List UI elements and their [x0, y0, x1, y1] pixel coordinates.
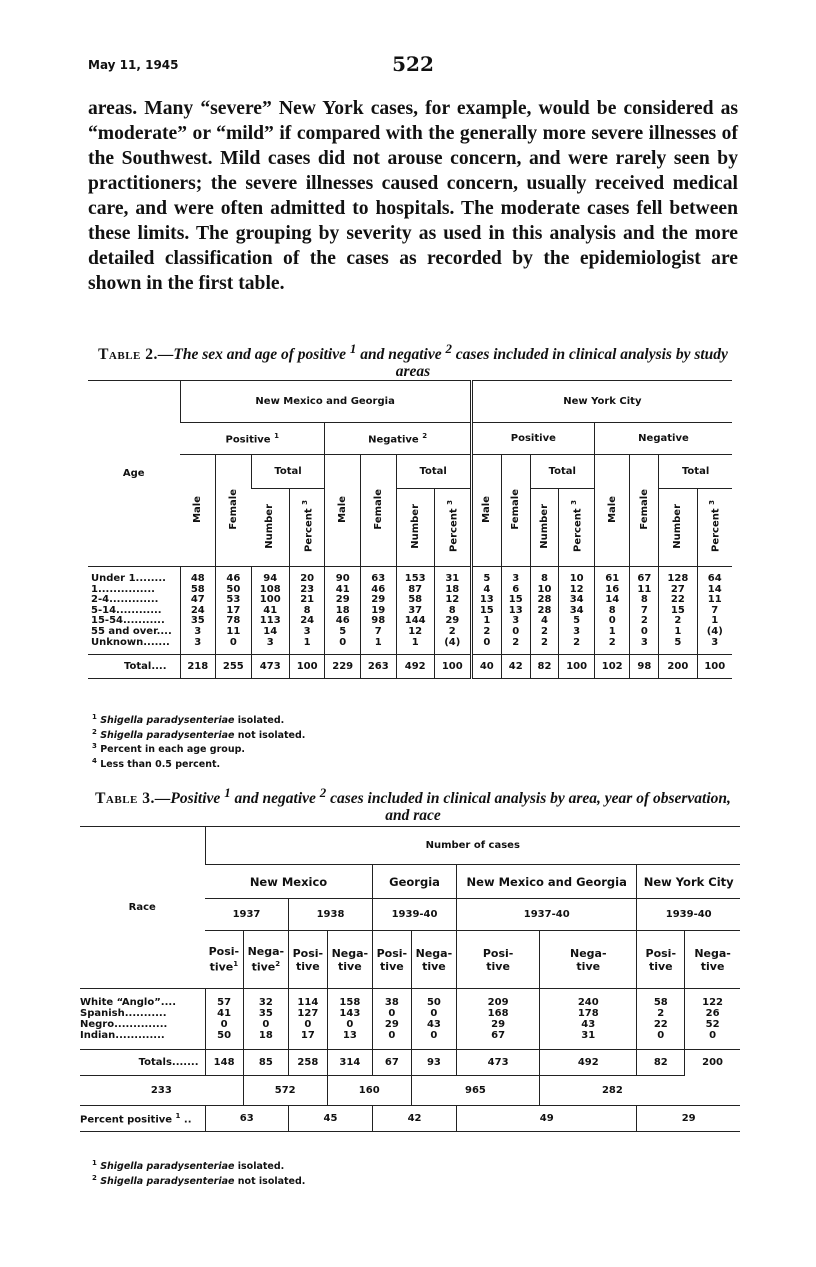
combined-total-cell: 160 [327, 1076, 411, 1106]
totals-label: Totals....... [80, 1050, 205, 1076]
table-cell: 20 [289, 567, 325, 585]
table-cell: 35 [180, 616, 216, 627]
footnote: $^1$ Shigella paradysenteriae isolated. [92, 1159, 285, 1173]
table-cell: 3 [501, 616, 530, 627]
table-cell: 6 [501, 585, 530, 596]
table-row [88, 627, 732, 638]
combined-total-cell: 233 [80, 1076, 243, 1106]
col-percent: Percent $^3$ [434, 489, 471, 567]
col-negative: Nega- tive$^2$ [243, 931, 288, 989]
table-cell: 7 [630, 606, 659, 617]
table-cell: 18 [243, 1030, 288, 1050]
age-cell: 1............... [91, 583, 155, 595]
footnote: $^3$ Percent in each age group. [92, 742, 245, 756]
table-cell: 58 [637, 989, 685, 1009]
table-cell: (4) [697, 627, 732, 638]
table-cell: 46 [216, 567, 252, 585]
table-cell: 23 [289, 585, 325, 596]
table-cell: 2 [637, 1008, 685, 1019]
table-cell: 35 [243, 1008, 288, 1019]
race-header: Race [80, 827, 205, 989]
table-cell: 58 [180, 585, 216, 596]
table-cell: 0 [471, 638, 501, 655]
total-cell: 148 [205, 1050, 243, 1076]
area-georgia: Georgia [373, 865, 457, 899]
table-cell: 48 [180, 567, 216, 585]
table-cell: 90 [325, 567, 361, 585]
race-cell: Spanish........... [80, 1008, 167, 1019]
table-cell: 18 [325, 606, 361, 617]
table-cell: 29 [434, 616, 471, 627]
total-cell: 200 [685, 1050, 740, 1076]
table-cell: 8 [630, 595, 659, 606]
table-row [80, 989, 740, 1009]
total-cell: 102 [594, 655, 630, 679]
total-cell: 314 [327, 1050, 372, 1076]
table3-percent-row [80, 1106, 740, 1132]
table-cell: 1 [289, 638, 325, 655]
table-cell: 1 [396, 638, 434, 655]
table-cell: 122 [685, 989, 740, 1009]
table-cell: 5 [471, 567, 501, 585]
table-row [80, 1030, 740, 1050]
table-cell: 34 [559, 595, 595, 606]
col-positive: Posi- tive [637, 931, 685, 989]
table-cell: 2 [434, 627, 471, 638]
table-cell: 15 [471, 606, 501, 617]
table-cell: 8 [289, 606, 325, 617]
col-total: Total [251, 455, 325, 489]
col-female: Female [630, 455, 659, 567]
table-cell: 15 [659, 606, 697, 617]
table-cell: 143 [327, 1008, 372, 1019]
table-cell: 0 [325, 638, 361, 655]
table-row [80, 1008, 740, 1019]
col-positive: Posi- tive [288, 931, 327, 989]
total-cell: 263 [360, 655, 396, 679]
col-male: Male [594, 455, 630, 567]
table-cell: 113 [251, 616, 289, 627]
footnote: $^2$ Shigella paradysenteriae not isolated. [92, 727, 306, 741]
table-row [88, 638, 732, 655]
table-cell: 2 [594, 638, 630, 655]
table-cell: 41 [205, 1008, 243, 1019]
table-cell: 1 [471, 616, 501, 627]
table-cell: 28 [530, 595, 559, 606]
year-header: 1937 [205, 899, 288, 931]
table-row [88, 567, 732, 585]
total-cell: 93 [411, 1050, 456, 1076]
table-cell: 0 [373, 1030, 412, 1050]
table-cell: 22 [659, 595, 697, 606]
table-cell: 0 [411, 1030, 456, 1050]
table-cell: 5 [559, 616, 595, 627]
total-cell: 492 [396, 655, 434, 679]
col-percent: Percent $^3$ [289, 489, 325, 567]
footnote: $^4$ Less than 0.5 percent. [92, 756, 221, 771]
total-cell: 100 [289, 655, 325, 679]
race-cell: Indian............. [80, 1030, 165, 1041]
table-cell: 12 [396, 627, 434, 638]
col-male: Male [180, 455, 216, 567]
table-cell: 0 [243, 1019, 288, 1030]
table-cell: 12 [434, 595, 471, 606]
publication-date: May 11, 1945 [88, 58, 179, 72]
table3-combined-totals-row [80, 1076, 740, 1106]
table2 [88, 380, 732, 679]
page-number: 522 [392, 52, 434, 76]
table-cell: 34 [559, 606, 595, 617]
table-cell: 2 [471, 627, 501, 638]
table-cell: 26 [685, 1008, 740, 1019]
total-cell: 200 [659, 655, 697, 679]
age-cell: 2-4............. [91, 594, 159, 606]
table-cell: 50 [411, 989, 456, 1009]
table-cell: 0 [205, 1019, 243, 1030]
table-cell: 128 [659, 567, 697, 585]
table-cell: (4) [434, 638, 471, 655]
table-cell: 0 [216, 638, 252, 655]
table-cell: 24 [289, 616, 325, 627]
area1-negative-header: Negative $^2$ [325, 423, 471, 455]
table-cell: 10 [559, 567, 595, 585]
table-cell: 3 [289, 627, 325, 638]
table-cell: 64 [697, 567, 732, 585]
table-cell: 4 [530, 616, 559, 627]
table-cell: 41 [251, 606, 289, 617]
area1-positive-header: Positive $^1$ [180, 423, 325, 455]
table-cell: 43 [411, 1019, 456, 1030]
percent-cell: 45 [288, 1106, 372, 1132]
total-cell: 82 [530, 655, 559, 679]
table3-label: Table 3. [95, 790, 155, 808]
age-cell: 15-54........... [91, 615, 165, 627]
total-label: Total.... [88, 655, 180, 679]
col-total: Total [530, 455, 594, 489]
table-cell: 0 [685, 1030, 740, 1050]
table-cell: 144 [396, 616, 434, 627]
table-cell: 0 [594, 616, 630, 627]
total-cell: 98 [630, 655, 659, 679]
table2-label: Table 2. [98, 346, 158, 364]
combined-total-cell: 572 [243, 1076, 327, 1106]
table-cell: 178 [540, 1008, 637, 1019]
table-cell: 15 [501, 595, 530, 606]
table-cell: 14 [697, 585, 732, 596]
age-cell: Under 1........ [91, 573, 166, 584]
col-number: Number [251, 489, 289, 567]
table2-caption: Table 2.—The sex and age of positive $^1$ and negative $^2$ cases included in clinical analysis by study areas [98, 341, 728, 381]
col-negative: Nega- tive [327, 931, 372, 989]
table-cell: 46 [325, 616, 361, 627]
table-cell: 31 [434, 567, 471, 585]
race-cell: Negro.............. [80, 1019, 168, 1030]
table-row [80, 1019, 740, 1030]
table-cell: 0 [630, 627, 659, 638]
age-cell: 55 and over.... [91, 625, 172, 637]
table3-footnotes [92, 1158, 305, 1187]
table-cell: 61 [594, 567, 630, 585]
table-cell: 2 [501, 638, 530, 655]
table-cell: 29 [325, 595, 361, 606]
col-percent: Percent $^3$ [559, 489, 595, 567]
area1-header: New Mexico and Georgia [180, 381, 471, 423]
percent-cell: 63 [205, 1106, 288, 1132]
col-positive: Posi- tive$^1$ [205, 931, 243, 989]
table-cell: 0 [373, 1008, 412, 1019]
table-cell: 57 [205, 989, 243, 1009]
area2-positive-header: Positive [471, 423, 594, 455]
table-cell: 5 [659, 638, 697, 655]
table-cell: 153 [396, 567, 434, 585]
percent-positive-label: Percent positive $^1$ .. [80, 1106, 205, 1132]
table-cell: 1 [659, 627, 697, 638]
table-cell: 8 [434, 606, 471, 617]
table-cell: 0 [288, 1019, 327, 1030]
race-cell: White “Anglo”.... [80, 997, 176, 1008]
table-cell: 0 [501, 627, 530, 638]
table-cell: 8 [594, 606, 630, 617]
table-cell: 14 [251, 627, 289, 638]
total-cell: 229 [325, 655, 361, 679]
col-female: Female [360, 455, 396, 567]
table-cell: 127 [288, 1008, 327, 1019]
combined-total-cell: 965 [411, 1076, 539, 1106]
col-negative: Nega- tive [411, 931, 456, 989]
table-cell: 1 [594, 627, 630, 638]
table-cell: 240 [540, 989, 637, 1009]
col-negative: Nega- tive [685, 931, 740, 989]
col-positive: Posi- tive [373, 931, 412, 989]
table-cell: 2 [630, 616, 659, 627]
area-new-mexico: New Mexico [205, 865, 373, 899]
table-cell: 87 [396, 585, 434, 596]
table-cell: 50 [216, 585, 252, 596]
total-cell: 42 [501, 655, 530, 679]
table-cell: 8 [530, 567, 559, 585]
table-cell: 209 [457, 989, 540, 1009]
table-cell: 98 [360, 616, 396, 627]
table-cell: 100 [251, 595, 289, 606]
total-cell: 82 [637, 1050, 685, 1076]
table-cell: 108 [251, 585, 289, 596]
table-cell: 2 [559, 638, 595, 655]
table-cell: 3 [697, 638, 732, 655]
table-cell: 10 [530, 585, 559, 596]
table-cell: 47 [180, 595, 216, 606]
table-cell: 16 [594, 585, 630, 596]
table-cell: 17 [216, 606, 252, 617]
total-cell: 100 [697, 655, 732, 679]
table-cell: 3 [501, 567, 530, 585]
table-cell: 0 [637, 1030, 685, 1050]
number-of-cases-header: Number of cases [205, 827, 740, 865]
table2-footnotes [92, 712, 305, 771]
table-cell: 53 [216, 595, 252, 606]
table-cell: 29 [373, 1019, 412, 1030]
total-cell: 255 [216, 655, 252, 679]
table3 [80, 826, 740, 1132]
table-cell: 11 [216, 627, 252, 638]
col-negative: Nega- tive [540, 931, 637, 989]
table-cell: 78 [216, 616, 252, 627]
table-cell: 43 [540, 1019, 637, 1030]
table-cell: 27 [659, 585, 697, 596]
table-cell: 158 [327, 989, 372, 1009]
col-percent: Percent $^3$ [697, 489, 732, 567]
table-cell: 21 [289, 595, 325, 606]
area-nyc: New York City [637, 865, 740, 899]
table-cell: 41 [325, 585, 361, 596]
percent-cell: 42 [373, 1106, 457, 1132]
page-header [88, 52, 738, 80]
total-cell: 473 [457, 1050, 540, 1076]
year-header: 1938 [288, 899, 372, 931]
total-cell: 67 [373, 1050, 412, 1076]
table-cell: 3 [559, 627, 595, 638]
table-cell: 3 [251, 638, 289, 655]
area2-negative-header: Negative [594, 423, 732, 455]
total-cell: 40 [471, 655, 501, 679]
age-cell: 5-14............ [91, 604, 162, 616]
table-cell: 1 [697, 616, 732, 627]
table-cell: 37 [396, 606, 434, 617]
col-male: Male [325, 455, 361, 567]
col-female: Female [501, 455, 530, 567]
table-cell: 38 [373, 989, 412, 1009]
table-cell: 63 [360, 567, 396, 585]
age-header: Age [88, 381, 180, 567]
table-cell: 31 [540, 1030, 637, 1050]
year-header: 1937-40 [457, 899, 637, 931]
table2-total-row [88, 655, 732, 679]
total-cell: 85 [243, 1050, 288, 1076]
table-cell: 32 [243, 989, 288, 1009]
table-cell: 67 [457, 1030, 540, 1050]
table-cell: 29 [457, 1019, 540, 1030]
table-cell: 17 [288, 1030, 327, 1050]
col-number: Number [659, 489, 697, 567]
percent-cell: 29 [637, 1106, 740, 1132]
table-cell: 7 [360, 627, 396, 638]
table-cell: 0 [411, 1008, 456, 1019]
table-cell: 1 [360, 638, 396, 655]
area2-header: New York City [471, 381, 732, 423]
table-cell: 11 [630, 585, 659, 596]
footnote: $^1$ Shigella paradysenteriae isolated. [92, 713, 285, 727]
table-cell: 14 [594, 595, 630, 606]
table-cell: 7 [697, 606, 732, 617]
col-male: Male [471, 455, 501, 567]
table-cell: 2 [530, 638, 559, 655]
total-cell: 218 [180, 655, 216, 679]
table-cell: 94 [251, 567, 289, 585]
table-cell: 28 [530, 606, 559, 617]
table-cell: 29 [360, 595, 396, 606]
table-cell: 50 [205, 1030, 243, 1050]
col-number: Number [530, 489, 559, 567]
col-number: Number [396, 489, 434, 567]
total-cell: 100 [434, 655, 471, 679]
table-cell: 13 [327, 1030, 372, 1050]
area-nm-georgia: New Mexico and Georgia [457, 865, 637, 899]
total-cell: 473 [251, 655, 289, 679]
body-paragraph: areas. Many “severe” New York cases, for example, would be considered as “moderate” or “mild” if compared with the generally more severe illnesses of the Southwest. Mild cases did not arouse concern, and were rarely seen by practitioners; the severe illnesses caused concern, usually received medical care, and were often admitted to hospitals. The moderate cases fell between these limits. The grouping by severity as used in this analysis and the more detailed classification of the cases as recorded by the epidemiologist are shown in the first table. [88, 98, 738, 294]
table-cell: 19 [360, 606, 396, 617]
percent-cell: 49 [457, 1106, 637, 1132]
total-cell: 258 [288, 1050, 327, 1076]
table-cell: 3 [630, 638, 659, 655]
table-cell: 24 [180, 606, 216, 617]
footnote: $^2$ Shigella paradysenteriae not isolated. [92, 1173, 306, 1187]
table-cell: 3 [180, 627, 216, 638]
table-cell: 168 [457, 1008, 540, 1019]
table-cell: 2 [530, 627, 559, 638]
table-cell: 58 [396, 595, 434, 606]
table-cell: 67 [630, 567, 659, 585]
table-cell: 114 [288, 989, 327, 1009]
col-total: Total [396, 455, 471, 489]
table-cell: 5 [325, 627, 361, 638]
table-cell: 22 [637, 1019, 685, 1030]
col-positive: Posi- tive [457, 931, 540, 989]
table-cell: 3 [180, 638, 216, 655]
table-cell: 18 [434, 585, 471, 596]
table-cell: 11 [697, 595, 732, 606]
total-cell: 100 [559, 655, 595, 679]
col-total: Total [659, 455, 732, 489]
year-header: 1939-40 [373, 899, 457, 931]
table-cell: 2 [659, 616, 697, 627]
table-cell: 46 [360, 585, 396, 596]
table-cell: 12 [559, 585, 595, 596]
col-female: Female [216, 455, 252, 567]
year-header: 1939-40 [637, 899, 740, 931]
table-cell: 52 [685, 1019, 740, 1030]
table-cell: 13 [501, 606, 530, 617]
combined-total-cell: 282 [540, 1076, 685, 1106]
table3-totals-row [80, 1050, 740, 1076]
table-cell: 13 [471, 595, 501, 606]
age-cell: Unknown....... [91, 636, 170, 648]
table-cell: 4 [471, 585, 501, 596]
table-cell: 0 [327, 1019, 372, 1030]
total-cell: 492 [540, 1050, 637, 1076]
table3-caption: Table 3.—Positive $^1$ and negative $^2$ cases included in clinical analysis by area, year of observation, and race [95, 785, 731, 825]
